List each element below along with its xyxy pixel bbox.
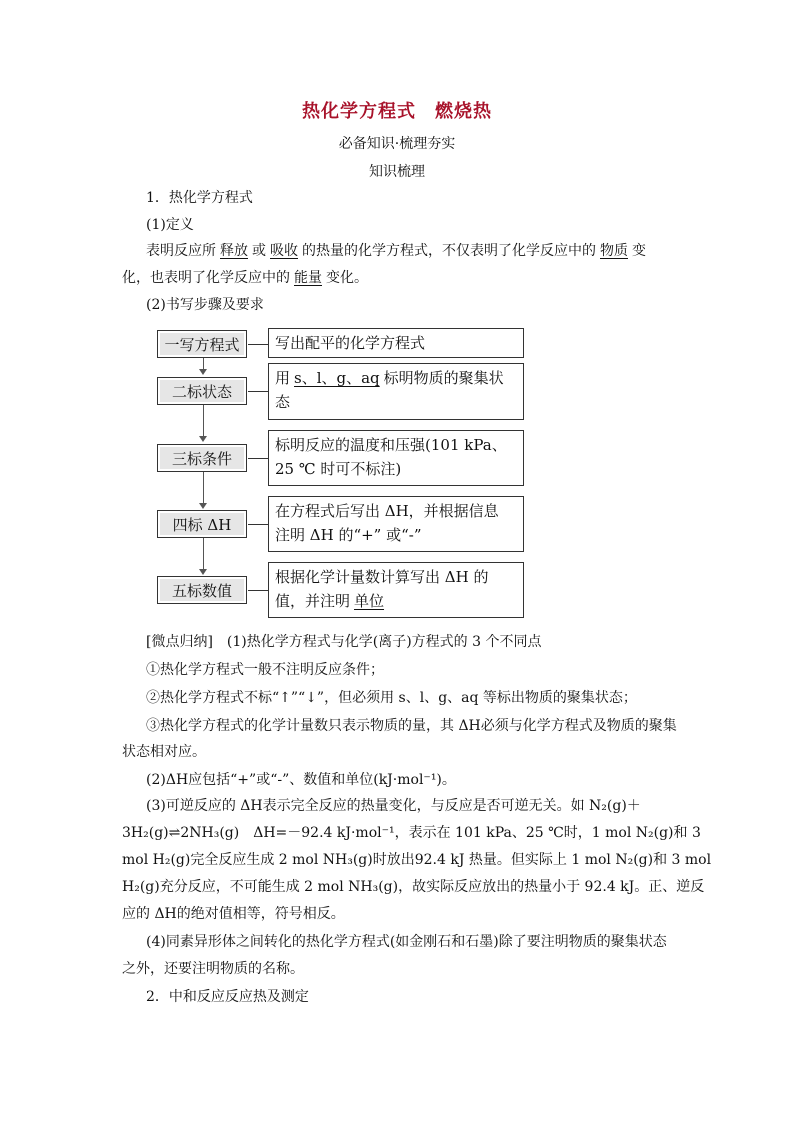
section-2-heading: 2．中和反应反应热及测定 <box>146 989 309 1005</box>
text: 变化。 <box>326 270 368 286</box>
definition-line-2 <box>122 268 682 288</box>
connector <box>203 405 204 437</box>
blank-answer: 单位 <box>354 592 385 610</box>
point-3-line-5: 应的 ΔH的绝对值相等，符号相反。 <box>122 906 345 922</box>
step-3-label: 三标条件 <box>157 444 247 472</box>
point-4-line-2: 之外，还要注明物质的名称。 <box>122 961 304 977</box>
definition-heading: (1)定义 <box>146 217 194 233</box>
blank-answer: 释放 <box>220 243 248 259</box>
text: 注明 ΔH 的“+” 或“-” <box>275 526 422 544</box>
text: 化，也表明了化学反应中的 <box>122 270 290 286</box>
connector <box>248 458 268 459</box>
step-5-label: 五标数值 <box>157 576 247 604</box>
note-item-3-cont: 状态相对应。 <box>122 744 206 760</box>
point-3-line-4: H₂(g)充分反应，不可能生成 2 mol NH₃(g)，故实际反应放出的热量小于 92.4 kJ。正、逆反 <box>122 879 705 895</box>
arrow-down-icon <box>199 369 207 375</box>
step-1-text: 写出配平的化学方程式 <box>268 328 524 358</box>
text: 值，并注明 <box>275 592 351 610</box>
text: 25 ℃ 时可不标注) <box>275 460 402 478</box>
text: 态 <box>275 393 291 411</box>
note-heading: [微点归纳] (1)热化学方程式与化学(离子)方程式的 3 个不同点 <box>146 634 542 650</box>
text: 用 <box>275 369 291 387</box>
step-4-label: 四标 ΔH <box>157 510 247 538</box>
step-2-label: 二标状态 <box>157 377 247 405</box>
section-heading: 必备知识·梳理夯实 <box>338 136 456 152</box>
blank-answer: 物质 <box>600 243 628 259</box>
text: 变 <box>632 243 646 259</box>
steps-heading: (2)书写步骤及要求 <box>146 297 264 313</box>
text: 标明反应的温度和压强(101 kPa、 <box>275 436 507 454</box>
step-3-text <box>268 430 524 486</box>
point-4-line-1: (4)同素异形体之间转化的热化学方程式(如金刚石和石墨)除了要注明物质的聚集状态 <box>146 934 667 950</box>
section-1-heading: 1．热化学方程式 <box>146 190 253 206</box>
step-1-label: 一写方程式 <box>157 330 247 358</box>
text: 或 <box>252 243 266 259</box>
step-2-text <box>268 363 524 420</box>
connector <box>203 472 204 504</box>
step-4-text <box>268 496 524 552</box>
text: 的热量的化学方程式，不仅表明了化学反应中的 <box>302 243 596 259</box>
arrow-down-icon <box>199 436 207 442</box>
text: 在方程式后写出 ΔH，并根据信息 <box>275 502 499 520</box>
connector <box>248 590 268 591</box>
page-title: 热化学方程式 燃烧热 <box>302 101 492 122</box>
arrow-down-icon <box>199 569 207 575</box>
subsection-heading: 知识梳理 <box>369 164 425 180</box>
definition-line-1 <box>146 241 682 261</box>
text: 标明物质的聚集状 <box>383 369 504 387</box>
point-2: (2)ΔH应包括“+”或“-”、数值和单位(kJ·mol⁻¹)。 <box>146 772 456 788</box>
step-5-text <box>268 562 524 618</box>
blank-answer: 能量 <box>294 270 322 286</box>
connector <box>203 538 204 570</box>
text: 表明反应所 <box>146 243 216 259</box>
point-3-line-1: (3)可逆反应的 ΔH表示完全反应的热量变化，与反应是否可逆无关。如 N₂(g)＋ <box>146 798 641 814</box>
note-item-2: ②热化学方程式不标“↑”“↓”，但必须用 s、l、g、aq 等标出物质的聚集状态； <box>146 690 637 706</box>
note-item-3: ③热化学方程式的化学计量数只表示物质的量，其 ΔH必须与化学方程式及物质的聚集 <box>146 718 677 734</box>
point-3-line-2: 3H₂(g)⇌2NH₃(g) ΔH=－92.4 kJ·mol⁻¹，表示在 101 kPa、25 ℃时，1 mol N₂(g)和 3 <box>122 825 701 841</box>
connector <box>248 344 268 345</box>
point-3-line-3: mol H₂(g)完全反应生成 2 mol NH₃(g)时放出92.4 kJ 热量。但实际上 1 mol N₂(g)和 3 mol <box>122 852 712 868</box>
blank-answer: s、l、g、aq <box>294 369 380 387</box>
connector <box>248 524 268 525</box>
text: 根据化学计量数计算写出 ΔH 的 <box>275 568 489 586</box>
connector <box>248 391 268 392</box>
arrow-down-icon <box>199 503 207 509</box>
blank-answer: 吸收 <box>270 243 298 259</box>
note-item-1: ①热化学方程式一般不注明反应条件； <box>146 662 384 678</box>
